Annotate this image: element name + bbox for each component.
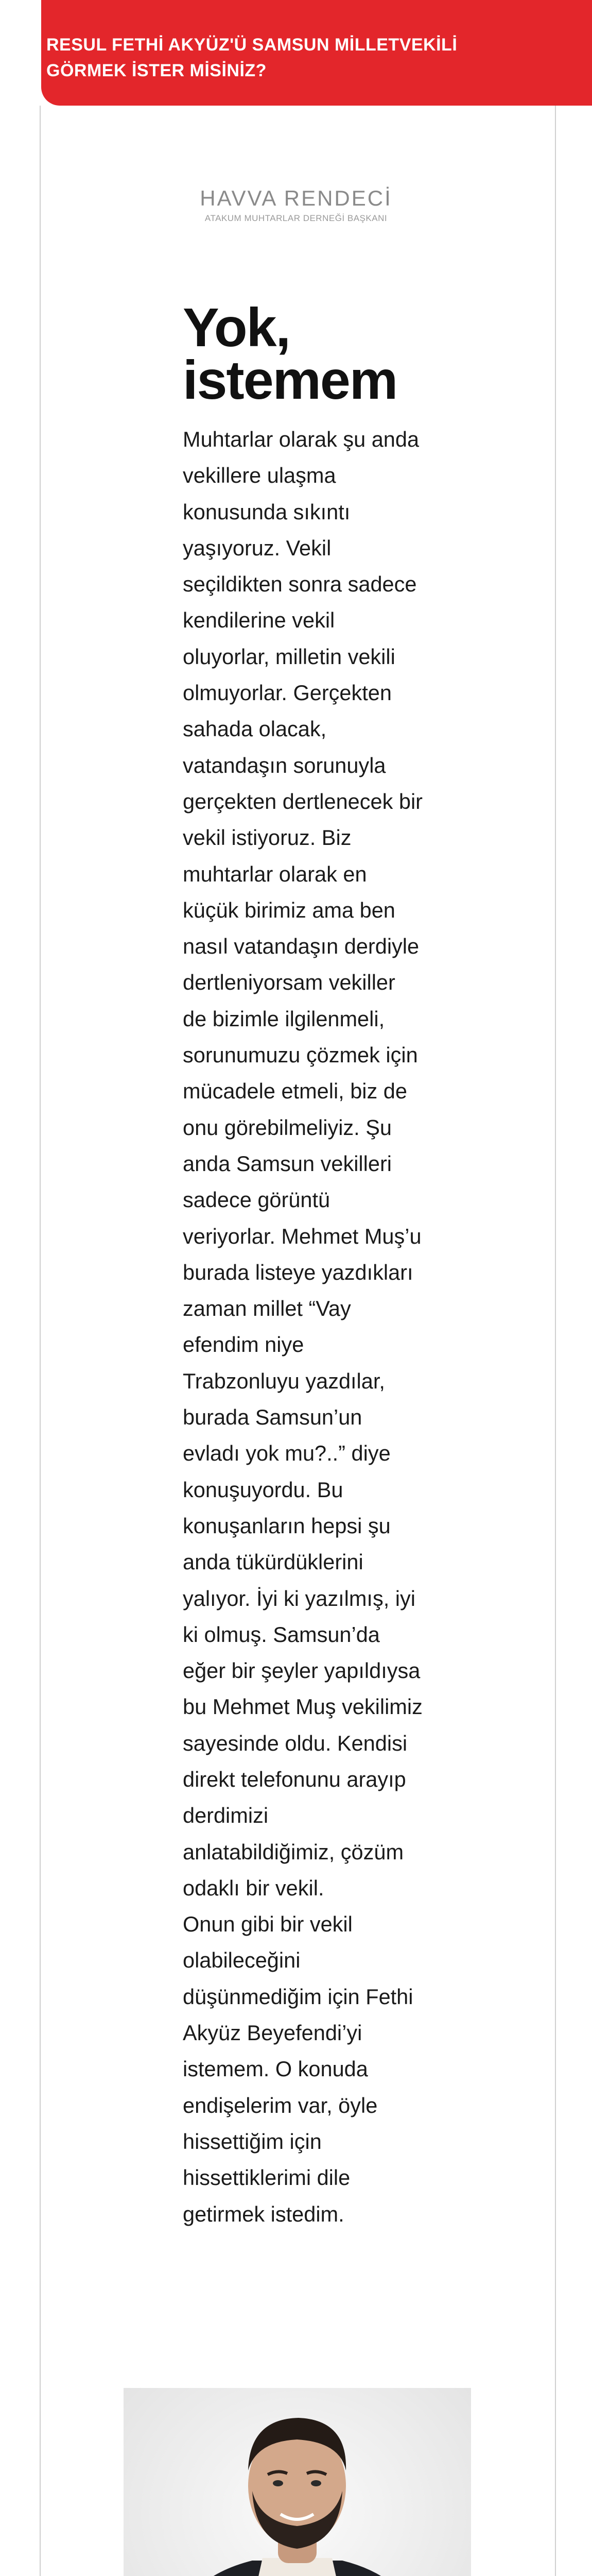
author-name: HAVVA RENDECİ: [200, 186, 392, 210]
article-paragraph-2: Onun gibi bir vekil olabileceğini düşünmediğim için Fethi Akyüz Beyefendi’yi istemem. O konuda endişelerim var, öyle hissettiğim için hissettiklerimi dile getirmek istedim.: [183, 1912, 413, 2226]
headline-line-2: istemem: [183, 350, 397, 411]
banner-question: [46, 32, 510, 83]
portrait-illustration: [124, 2388, 471, 2576]
headline-line-1: Yok,: [183, 297, 290, 358]
page-frame-left: [40, 106, 41, 2576]
portrait-photo: [124, 2388, 471, 2576]
author-block: [0, 185, 592, 224]
article-body: [183, 421, 425, 2232]
banner-line-2: GÖRMEK İSTER MİSİNİZ?: [46, 61, 267, 80]
banner-line-1: RESUL FETHİ AKYÜZ'Ü SAMSUN MİLLETVEKİLİ: [46, 35, 458, 55]
article-paragraph-1: Muhtarlar olarak şu anda vekillere ulaşma konusunda sıkıntı yaşıyoruz. Vekil seçildikten sonra sadece kendilerine vekil oluyorlar, milletin vekili olmuyorlar. Gerçekten sahada olacak, vatandaşın sorunuyla gerçekten dertlenecek bir vekil istiyoruz. Biz muhtarlar olarak en küçük birimiz ama ben nasıl vatandaşın derdiyle dertleniyorsam vekiller de bizimle ilgilenmeli, sorunumuzu çözmek için mücadele etmeli, biz de onu görebilmeliyiz. Şu anda Samsun vekilleri sadece görüntü veriyorlar. Mehmet Muş’u burada listeye yazdıkları zaman millet “Vay efendim niye Trabzonluyu yazdılar, burada Samsun’un evladı yok mu?..” diye konuşuyordu. Bu konuşanların hepsi şu anda tükürdüklerini yalıyor. İyi ki yazılmış, iyi ki olmuş. Samsun’da eğer bir şeyler yapıldıysa bu Mehmet Muş vekilimiz sayesinde oldu. Kendisi direkt telefonunu arayıp derdimizi anlatabildiğimiz, çözüm odaklı bir vekil.: [183, 427, 423, 1900]
article-headline: [183, 297, 440, 411]
page-frame-right: [555, 106, 556, 2576]
author-title: ATAKUM MUHTARLAR DERNEĞİ BAŞKANI: [204, 213, 388, 223]
